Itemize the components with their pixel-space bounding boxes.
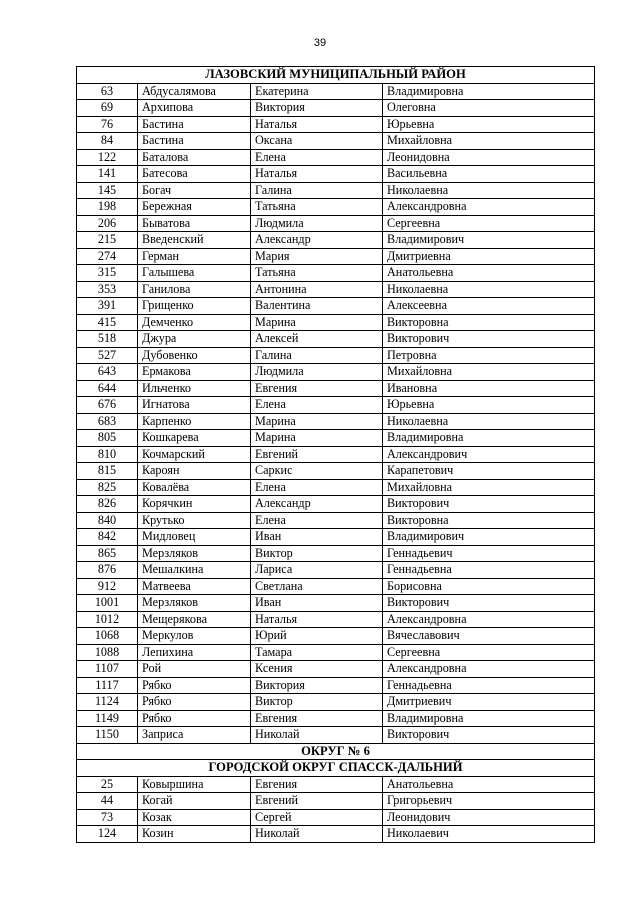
table-row	[77, 116, 595, 133]
table-row	[77, 545, 595, 562]
table-row	[77, 578, 595, 595]
registry-number-cell: 63	[77, 83, 138, 100]
first-name-cell: Марина	[251, 314, 383, 331]
table-row	[77, 793, 595, 810]
registry-number-cell: 683	[77, 413, 138, 430]
registry-number-cell: 145	[77, 182, 138, 199]
surname-cell: Бережная	[138, 199, 251, 216]
registry-number-cell: 69	[77, 100, 138, 117]
registry-number-cell: 1124	[77, 694, 138, 711]
patronymic-cell: Борисовна	[383, 578, 595, 595]
patronymic-cell: Юрьевна	[383, 116, 595, 133]
table-row	[77, 380, 595, 397]
first-name-cell: Мария	[251, 248, 383, 265]
first-name-cell: Евгения	[251, 710, 383, 727]
surname-cell: Быватова	[138, 215, 251, 232]
registry-number-cell: 415	[77, 314, 138, 331]
patronymic-cell: Васильевна	[383, 166, 595, 183]
registry-number-cell: 643	[77, 364, 138, 381]
registry-number-cell: 274	[77, 248, 138, 265]
registry-number-cell: 826	[77, 496, 138, 513]
patronymic-cell: Александровна	[383, 661, 595, 678]
registry-number-cell: 676	[77, 397, 138, 414]
registry-number-cell: 527	[77, 347, 138, 364]
surname-cell: Ильченко	[138, 380, 251, 397]
table-row	[77, 133, 595, 150]
table-row	[77, 446, 595, 463]
surname-cell: Мидловец	[138, 529, 251, 546]
first-name-cell: Александр	[251, 496, 383, 513]
surname-cell: Абдусалямова	[138, 83, 251, 100]
first-name-cell: Евгений	[251, 793, 383, 810]
registry-number-cell: 198	[77, 199, 138, 216]
patronymic-cell: Владимировна	[383, 430, 595, 447]
table-row	[77, 364, 595, 381]
registry-number-cell: 1068	[77, 628, 138, 645]
first-name-cell: Тамара	[251, 644, 383, 661]
table-row	[77, 397, 595, 414]
table-row	[77, 710, 595, 727]
table-row	[77, 182, 595, 199]
patronymic-cell: Дмитриевич	[383, 694, 595, 711]
first-name-cell: Юрий	[251, 628, 383, 645]
surname-cell: Мещерякова	[138, 611, 251, 628]
surname-cell: Демченко	[138, 314, 251, 331]
registry-number-cell: 73	[77, 809, 138, 826]
table-row	[77, 166, 595, 183]
table-row	[77, 826, 595, 843]
table-row	[77, 83, 595, 100]
patronymic-cell: Викторович	[383, 727, 595, 744]
first-name-cell: Людмила	[251, 364, 383, 381]
patronymic-cell: Владимировна	[383, 710, 595, 727]
table-row	[77, 562, 595, 579]
patronymic-cell: Юрьевна	[383, 397, 595, 414]
patronymic-cell: Владимирович	[383, 529, 595, 546]
surname-cell: Козак	[138, 809, 251, 826]
patronymic-cell: Николаевна	[383, 413, 595, 430]
surname-cell: Джура	[138, 331, 251, 348]
surname-cell: Ермакова	[138, 364, 251, 381]
surname-cell: Герман	[138, 248, 251, 265]
first-name-cell: Екатерина	[251, 83, 383, 100]
first-name-cell: Марина	[251, 430, 383, 447]
first-name-cell: Виктор	[251, 694, 383, 711]
table-row	[77, 628, 595, 645]
section-header-row	[77, 67, 595, 84]
registry-number-cell: 912	[77, 578, 138, 595]
table-row	[77, 331, 595, 348]
first-name-cell: Николай	[251, 727, 383, 744]
registry-number-cell: 141	[77, 166, 138, 183]
patronymic-cell: Владимирович	[383, 232, 595, 249]
patronymic-cell: Григорьевич	[383, 793, 595, 810]
surname-cell: Кошкарева	[138, 430, 251, 447]
first-name-cell: Антонина	[251, 281, 383, 298]
table-row	[77, 232, 595, 249]
section-header-row	[77, 760, 595, 777]
surname-cell: Игнатова	[138, 397, 251, 414]
registry-number-cell: 842	[77, 529, 138, 546]
first-name-cell: Николай	[251, 826, 383, 843]
patronymic-cell: Викторович	[383, 595, 595, 612]
surname-cell: Рябко	[138, 694, 251, 711]
surname-cell: Мерзляков	[138, 545, 251, 562]
first-name-cell: Елена	[251, 149, 383, 166]
surname-cell: Бастина	[138, 133, 251, 150]
patronymic-cell: Ивановна	[383, 380, 595, 397]
table-row	[77, 430, 595, 447]
patronymic-cell: Дмитриевна	[383, 248, 595, 265]
registry-number-cell: 876	[77, 562, 138, 579]
surname-cell: Матвеева	[138, 578, 251, 595]
patronymic-cell: Алексеевна	[383, 298, 595, 315]
patronymic-cell: Анатольевна	[383, 265, 595, 282]
surname-cell: Заприса	[138, 727, 251, 744]
surname-cell: Богач	[138, 182, 251, 199]
first-name-cell: Евгения	[251, 380, 383, 397]
surname-cell: Бастина	[138, 116, 251, 133]
patronymic-cell: Сергеевна	[383, 215, 595, 232]
registry-number-cell: 84	[77, 133, 138, 150]
table-row	[77, 265, 595, 282]
surname-cell: Корячкин	[138, 496, 251, 513]
patronymic-cell: Михайловна	[383, 133, 595, 150]
surname-cell: Грищенко	[138, 298, 251, 315]
patronymic-cell: Александровна	[383, 611, 595, 628]
patronymic-cell: Викторовна	[383, 512, 595, 529]
patronymic-cell: Карапетович	[383, 463, 595, 480]
surname-cell: Введенский	[138, 232, 251, 249]
surname-cell: Баталова	[138, 149, 251, 166]
surname-cell: Козин	[138, 826, 251, 843]
patronymic-cell: Анатольевна	[383, 776, 595, 793]
surname-cell: Ковыршина	[138, 776, 251, 793]
patronymic-cell: Викторович	[383, 496, 595, 513]
patronymic-cell: Владимировна	[383, 83, 595, 100]
first-name-cell: Евгений	[251, 446, 383, 463]
first-name-cell: Сергей	[251, 809, 383, 826]
table-row	[77, 809, 595, 826]
roster-table	[76, 66, 595, 843]
first-name-cell: Светлана	[251, 578, 383, 595]
section-header: ЛАЗОВСКИЙ МУНИЦИПАЛЬНЫЙ РАЙОН	[77, 67, 595, 84]
registry-number-cell: 1117	[77, 677, 138, 694]
surname-cell: Рой	[138, 661, 251, 678]
registry-number-cell: 644	[77, 380, 138, 397]
registry-number-cell: 1149	[77, 710, 138, 727]
patronymic-cell: Александрович	[383, 446, 595, 463]
registry-number-cell: 1088	[77, 644, 138, 661]
surname-cell: Ковалёва	[138, 479, 251, 496]
registry-number-cell: 391	[77, 298, 138, 315]
patronymic-cell: Вячеславович	[383, 628, 595, 645]
table-row	[77, 347, 595, 364]
registry-number-cell: 815	[77, 463, 138, 480]
first-name-cell: Елена	[251, 479, 383, 496]
registry-number-cell: 810	[77, 446, 138, 463]
registry-number-cell: 25	[77, 776, 138, 793]
table-row	[77, 215, 595, 232]
registry-number-cell: 1001	[77, 595, 138, 612]
first-name-cell: Лариса	[251, 562, 383, 579]
first-name-cell: Оксана	[251, 133, 383, 150]
surname-cell: Мерзляков	[138, 595, 251, 612]
registry-number-cell: 206	[77, 215, 138, 232]
table-row	[77, 298, 595, 315]
surname-cell: Когай	[138, 793, 251, 810]
first-name-cell: Виктория	[251, 100, 383, 117]
registry-number-cell: 215	[77, 232, 138, 249]
registry-number-cell: 124	[77, 826, 138, 843]
page-number: 39	[313, 37, 327, 49]
table-row	[77, 595, 595, 612]
registry-number-cell: 865	[77, 545, 138, 562]
table-row	[77, 100, 595, 117]
table-row	[77, 413, 595, 430]
registry-number-cell: 315	[77, 265, 138, 282]
first-name-cell: Евгения	[251, 776, 383, 793]
surname-cell: Кочмарский	[138, 446, 251, 463]
surname-cell: Рябко	[138, 677, 251, 694]
first-name-cell: Елена	[251, 397, 383, 414]
patronymic-cell: Викторовна	[383, 314, 595, 331]
first-name-cell: Иван	[251, 595, 383, 612]
surname-cell: Кароян	[138, 463, 251, 480]
first-name-cell: Виктор	[251, 545, 383, 562]
patronymic-cell: Олеговна	[383, 100, 595, 117]
registry-number-cell: 1012	[77, 611, 138, 628]
table-row	[77, 512, 595, 529]
registry-number-cell: 518	[77, 331, 138, 348]
patronymic-cell: Леонидович	[383, 809, 595, 826]
patronymic-cell: Александровна	[383, 199, 595, 216]
surname-cell: Дубовенко	[138, 347, 251, 364]
first-name-cell: Татьяна	[251, 265, 383, 282]
surname-cell: Архипова	[138, 100, 251, 117]
surname-cell: Карпенко	[138, 413, 251, 430]
patronymic-cell: Николаевна	[383, 281, 595, 298]
first-name-cell: Валентина	[251, 298, 383, 315]
table-row	[77, 644, 595, 661]
first-name-cell: Татьяна	[251, 199, 383, 216]
registry-number-cell: 1107	[77, 661, 138, 678]
table-row	[77, 314, 595, 331]
registry-number-cell: 76	[77, 116, 138, 133]
patronymic-cell: Леонидовна	[383, 149, 595, 166]
patronymic-cell: Михайловна	[383, 364, 595, 381]
table-row	[77, 281, 595, 298]
first-name-cell: Людмила	[251, 215, 383, 232]
table-row	[77, 149, 595, 166]
registry-number-cell: 1150	[77, 727, 138, 744]
section-header-row	[77, 743, 595, 760]
first-name-cell: Галина	[251, 182, 383, 199]
registry-number-cell: 825	[77, 479, 138, 496]
surname-cell: Мешалкина	[138, 562, 251, 579]
first-name-cell: Елена	[251, 512, 383, 529]
patronymic-cell: Геннадьевна	[383, 677, 595, 694]
surname-cell: Ганилова	[138, 281, 251, 298]
patronymic-cell: Викторович	[383, 331, 595, 348]
table-row	[77, 248, 595, 265]
section-header: ОКРУГ № 6	[77, 743, 595, 760]
patronymic-cell: Михайловна	[383, 479, 595, 496]
table-row	[77, 776, 595, 793]
table-row	[77, 677, 595, 694]
patronymic-cell: Геннадьевна	[383, 562, 595, 579]
table-row	[77, 463, 595, 480]
first-name-cell: Наталья	[251, 166, 383, 183]
first-name-cell: Иван	[251, 529, 383, 546]
registry-number-cell: 805	[77, 430, 138, 447]
first-name-cell: Марина	[251, 413, 383, 430]
patronymic-cell: Петровна	[383, 347, 595, 364]
table-row	[77, 529, 595, 546]
first-name-cell: Александр	[251, 232, 383, 249]
table-row	[77, 661, 595, 678]
registry-number-cell: 122	[77, 149, 138, 166]
first-name-cell: Галина	[251, 347, 383, 364]
table-row	[77, 694, 595, 711]
patronymic-cell: Геннадьевич	[383, 545, 595, 562]
table-row	[77, 199, 595, 216]
first-name-cell: Ксения	[251, 661, 383, 678]
registry-number-cell: 840	[77, 512, 138, 529]
first-name-cell: Виктория	[251, 677, 383, 694]
first-name-cell: Алексей	[251, 331, 383, 348]
first-name-cell: Наталья	[251, 611, 383, 628]
registry-number-cell: 353	[77, 281, 138, 298]
surname-cell: Крутько	[138, 512, 251, 529]
surname-cell: Галышева	[138, 265, 251, 282]
surname-cell: Меркулов	[138, 628, 251, 645]
table-row	[77, 611, 595, 628]
table-row	[77, 479, 595, 496]
table-row	[77, 496, 595, 513]
first-name-cell: Наталья	[251, 116, 383, 133]
patronymic-cell: Николаевна	[383, 182, 595, 199]
surname-cell: Рябко	[138, 710, 251, 727]
patronymic-cell: Николаевич	[383, 826, 595, 843]
section-header: ГОРОДСКОЙ ОКРУГ СПАССК-ДАЛЬНИЙ	[77, 760, 595, 777]
table-row	[77, 727, 595, 744]
surname-cell: Батесова	[138, 166, 251, 183]
roster-body	[77, 67, 595, 843]
patronymic-cell: Сергеевна	[383, 644, 595, 661]
surname-cell: Лепихина	[138, 644, 251, 661]
registry-number-cell: 44	[77, 793, 138, 810]
first-name-cell: Саркис	[251, 463, 383, 480]
